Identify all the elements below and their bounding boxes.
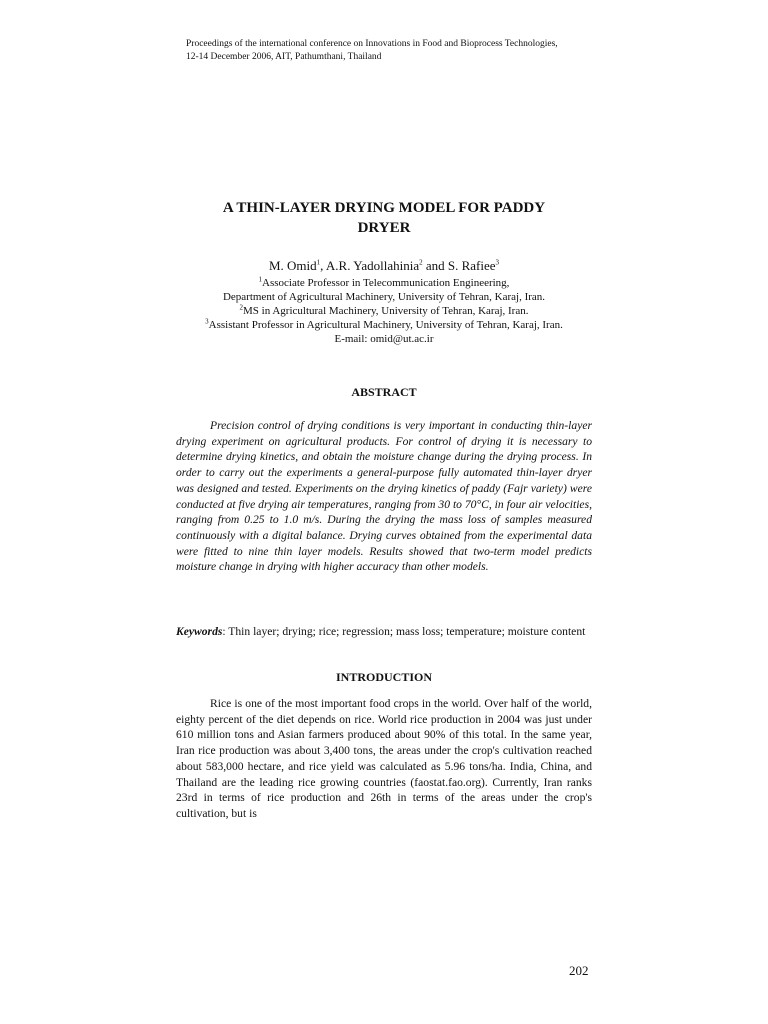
affiliation-3-text: Assistant Professor in Agricultural Machinery, University of Tehran, Karaj, Iran. xyxy=(208,319,563,331)
author-2-sup: 2 xyxy=(419,258,423,267)
affiliation-2 xyxy=(176,304,592,318)
affiliation-1 xyxy=(176,276,592,290)
affiliation-1-sup: 1 xyxy=(258,275,263,284)
author-sep-1: , xyxy=(320,258,326,273)
affiliation-2-sup: 2 xyxy=(239,303,244,312)
abstract-body: Precision control of drying conditions is very important in conducting thin-layer drying experiment on agricultural products. For control of drying it is necessary to determine drying kinetics, and obtain the moisture change during the drying process. In order to carry out the experiments a general-purpose fully automated thin-layer dryer was designed and tested. Experiments on the drying kinetics of paddy (Fajr variety) were conducted at five drying air temperatures, ranging from 30 to 70°C, in four air velocities, ranging from 0.25 to 1.0 m/s. During the drying the mass loss of samples measured continuously with a digital balance. Drying curves obtained from the experimental data were fitted to nine thin layer models. Results showed that two-term model predicts moisture change in drying with higher accuracy than other models. xyxy=(176,419,592,574)
header-line-1: Proceedings of the international conference on Innovations in Food and Bioprocess Technologies, xyxy=(186,39,558,49)
keywords-text: : Thin layer; drying; rice; regression; mass loss; temperature; moisture content xyxy=(222,625,586,638)
affiliation-3 xyxy=(176,318,592,332)
affiliation-3-sup: 3 xyxy=(205,317,209,326)
abstract-heading: ABSTRACT xyxy=(351,385,417,399)
keywords-label: Keywords xyxy=(176,625,223,638)
keywords xyxy=(176,624,592,639)
author-1: M. Omid xyxy=(268,258,317,273)
author-1-sup: 1 xyxy=(316,258,321,267)
author-3: S. Rafiee xyxy=(447,258,496,273)
abstract-text xyxy=(176,418,592,575)
page-number: 202 xyxy=(569,963,589,978)
email: E-mail: omid@ut.ac.ir xyxy=(334,333,434,345)
title-line-2: DRYER xyxy=(357,220,411,236)
author-list xyxy=(176,258,592,274)
affiliation-1-line-1: Associate Professor in Telecommunication Engineering, xyxy=(262,277,510,289)
paper-title xyxy=(176,198,592,238)
affiliation-2-text: MS in Agricultural Machinery, University of Tehran, Karaj, Iran. xyxy=(243,305,529,317)
affiliation-1-line-2: Department of Agricultural Machinery, University of Tehran, Karaj, Iran. xyxy=(222,291,546,303)
header-line-2: 12-14 December 2006, AIT, Pathumthani, Thailand xyxy=(186,52,382,62)
author-sep-2: and xyxy=(422,258,448,273)
affiliations xyxy=(176,276,592,346)
introduction-text xyxy=(176,696,592,822)
introduction-heading: INTRODUCTION xyxy=(335,670,432,684)
running-header xyxy=(186,38,558,64)
author-2: A.R. Yadollahinia xyxy=(325,258,420,273)
author-3-sup: 3 xyxy=(495,258,500,267)
title-line-1: A THIN-LAYER DRYING MODEL FOR PADDY xyxy=(222,200,546,216)
introduction-body: Rice is one of the most important food crops in the world. Over half of the world, eighty percent of the diet depends on rice. World rice production in 2004 was just under 610 million tons and Asian farmers produced about 90% of this total. In the same year, Iran rice production was about 3,400 tons, the areas under the crop's cultivation reached about 583,000 hectare, and rice yield was calculated as 5.96 tons/ha. India, China, and Thailand are the leading rice growing countries (faostat.fao.org). Currently, Iran ranks 23rd in terms of rice production and 26th in terms of the areas under the crop's cultivation, but is xyxy=(176,697,592,820)
